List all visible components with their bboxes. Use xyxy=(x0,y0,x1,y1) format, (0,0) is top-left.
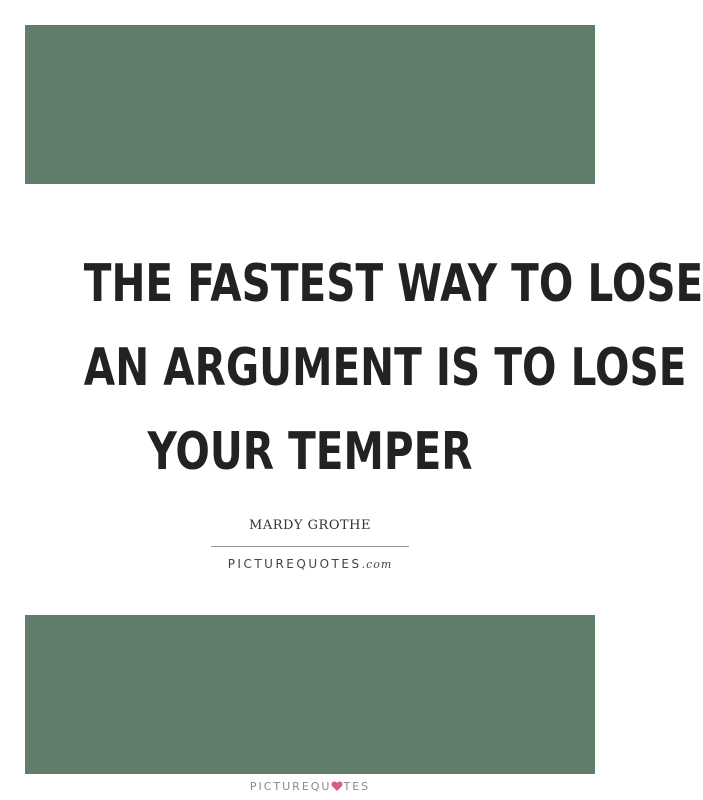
site-name: PICTUREQUOTES xyxy=(227,557,362,571)
site-tld: .com xyxy=(361,558,393,571)
bottom-banner xyxy=(25,615,595,774)
footer-logo[interactable] xyxy=(0,780,620,793)
quote-line: YOUR TEMPER xyxy=(147,422,473,482)
quote-text xyxy=(83,242,703,494)
quote-line: THE FASTEST WAY TO LOSE xyxy=(83,254,703,314)
divider xyxy=(211,546,409,547)
heart-icon xyxy=(331,781,343,791)
footer-brand-prefix: PICTUREQU xyxy=(249,780,332,793)
site-watermark xyxy=(0,557,620,571)
top-banner xyxy=(25,25,595,184)
footer-brand-suffix: TES xyxy=(343,780,371,793)
quote-author: MARDY GROTHE xyxy=(249,518,371,533)
quote-line: AN ARGUMENT IS TO LOSE xyxy=(83,338,687,398)
